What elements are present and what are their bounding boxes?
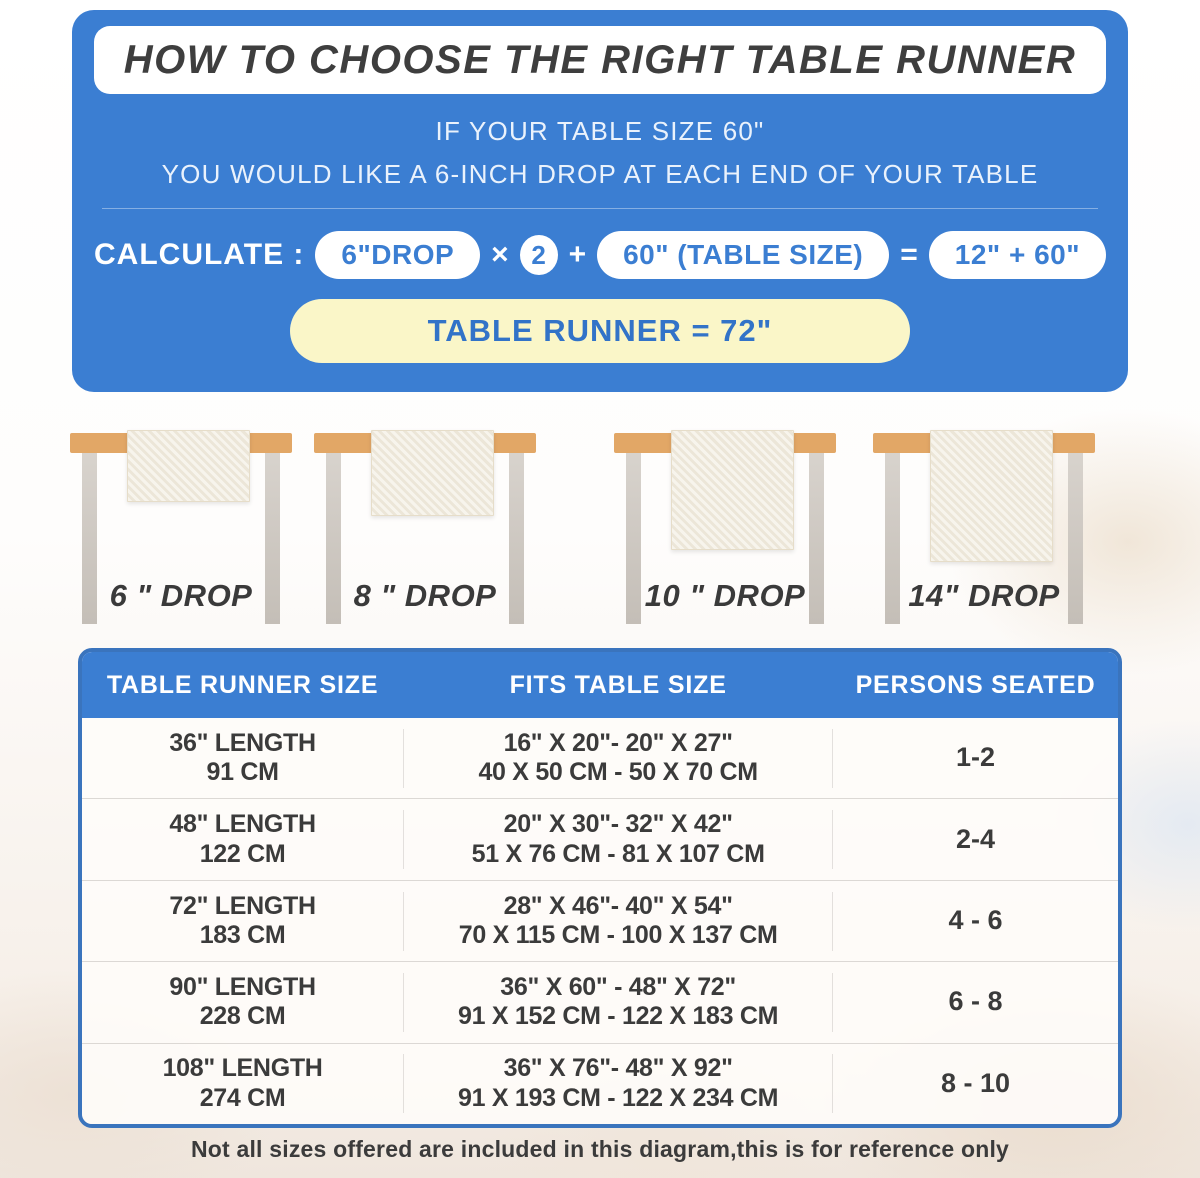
fits-size-cm: 91 X 193 CM - 122 X 234 CM xyxy=(458,1083,779,1112)
fits-size-cell xyxy=(403,973,833,1032)
table-row xyxy=(82,798,1118,879)
runner-size-cell xyxy=(82,973,403,1032)
fits-size-cell xyxy=(403,810,833,869)
runner-size-cm: 91 CM xyxy=(206,758,279,787)
drop-figure-14 xyxy=(873,430,1095,642)
table-size-pill: 60" (TABLE SIZE) xyxy=(597,231,889,279)
plus-sign: + xyxy=(568,238,587,271)
table-row xyxy=(82,961,1118,1042)
runner-illustration xyxy=(127,430,250,502)
size-chart-table xyxy=(78,648,1122,1128)
calculation-row xyxy=(94,231,1106,279)
runner-size-cell xyxy=(82,810,403,869)
divider-line xyxy=(102,208,1098,209)
table-row xyxy=(82,718,1118,798)
runner-size-inches: 108" LENGTH xyxy=(162,1054,323,1083)
column-header-runner-size: TABLE RUNNER SIZE xyxy=(106,670,379,699)
drop-label: 14" DROP xyxy=(908,578,1060,613)
fits-size-cell xyxy=(403,729,833,788)
runner-illustration xyxy=(371,430,494,516)
persons-cell: 1-2 xyxy=(956,742,996,773)
persons-cell: 4 - 6 xyxy=(948,905,1003,936)
runner-size-cm: 228 CM xyxy=(199,1002,286,1031)
drop-figure-6 xyxy=(70,430,292,642)
fits-size-cm: 91 X 152 CM - 122 X 183 CM xyxy=(458,1002,779,1031)
table-row xyxy=(82,880,1118,961)
runner-size-inches: 36" LENGTH xyxy=(169,728,316,757)
drop-figure-8 xyxy=(314,430,536,642)
drop-value-pill: 6"DROP xyxy=(315,231,480,279)
fits-size-inches: 28" X 46"- 40" X 54" xyxy=(503,891,733,920)
fits-size-inches: 20" X 30"- 32" X 42" xyxy=(503,810,733,839)
runner-size-cm: 274 CM xyxy=(199,1083,286,1112)
subtitle-line-2: YOU WOULD LIKE A 6-INCH DROP AT EACH END OF YOUR TABLE xyxy=(161,159,1039,189)
title-banner xyxy=(94,26,1106,94)
persons-cell: 2-4 xyxy=(956,823,996,854)
table-row xyxy=(82,1043,1118,1124)
runner-size-inches: 90" LENGTH xyxy=(169,972,316,1001)
page-title: HOW TO CHOOSE THE RIGHT TABLE RUNNER xyxy=(123,37,1077,82)
runner-size-inches: 72" LENGTH xyxy=(169,891,316,920)
fits-size-cell xyxy=(403,1054,833,1113)
table-body xyxy=(82,718,1118,1124)
reference-footnote: Not all sizes offered are included in this diagram,this is for reference only xyxy=(190,1136,1010,1162)
runner-size-cell xyxy=(82,1054,403,1113)
times-sign: × xyxy=(491,238,509,271)
equals-sign: = xyxy=(900,238,918,271)
drop-diagrams xyxy=(70,430,1100,642)
fits-size-inches: 36" X 76"- 48" X 92" xyxy=(503,1054,733,1083)
drop-figure-10 xyxy=(614,430,836,642)
runner-size-cell xyxy=(82,892,403,951)
runner-size-inches: 48" LENGTH xyxy=(169,810,316,839)
runner-illustration xyxy=(671,430,794,550)
fits-size-cm: 51 X 76 CM - 81 X 107 CM xyxy=(471,839,765,868)
runner-size-cm: 183 CM xyxy=(199,921,286,950)
fits-size-cell xyxy=(403,892,833,951)
subtitle-line-1: IF YOUR TABLE SIZE 60" xyxy=(435,116,765,146)
drop-label: 10 " DROP xyxy=(644,578,806,613)
fits-size-cm: 40 X 50 CM - 50 X 70 CM xyxy=(478,758,758,787)
fits-size-inches: 16" X 20"- 20" X 27" xyxy=(503,728,733,757)
drop-label: 6 " DROP xyxy=(109,578,253,613)
runner-illustration xyxy=(930,430,1053,562)
drop-label: 8 " DROP xyxy=(353,578,497,613)
runner-size-cell xyxy=(82,729,403,788)
runner-size-cm: 122 CM xyxy=(199,839,286,868)
persons-cell: 6 - 8 xyxy=(948,986,1003,1017)
column-header-persons: PERSONS SEATED xyxy=(855,670,1096,699)
result-banner xyxy=(290,299,910,363)
sum-pill: 12" + 60" xyxy=(929,231,1106,279)
column-header-fits-size: FITS TABLE SIZE xyxy=(509,670,727,699)
table-header-row xyxy=(82,652,1118,718)
instruction-panel xyxy=(72,10,1128,392)
multiplier-badge: 2 xyxy=(520,235,558,275)
result-text: TABLE RUNNER = 72" xyxy=(427,313,773,348)
persons-cell: 8 - 10 xyxy=(941,1067,1011,1098)
calculate-label: CALCULATE : xyxy=(94,238,305,271)
fits-size-cm: 70 X 115 CM - 100 X 137 CM xyxy=(458,921,778,950)
fits-size-inches: 36" X 60" - 48" X 72" xyxy=(500,972,736,1001)
